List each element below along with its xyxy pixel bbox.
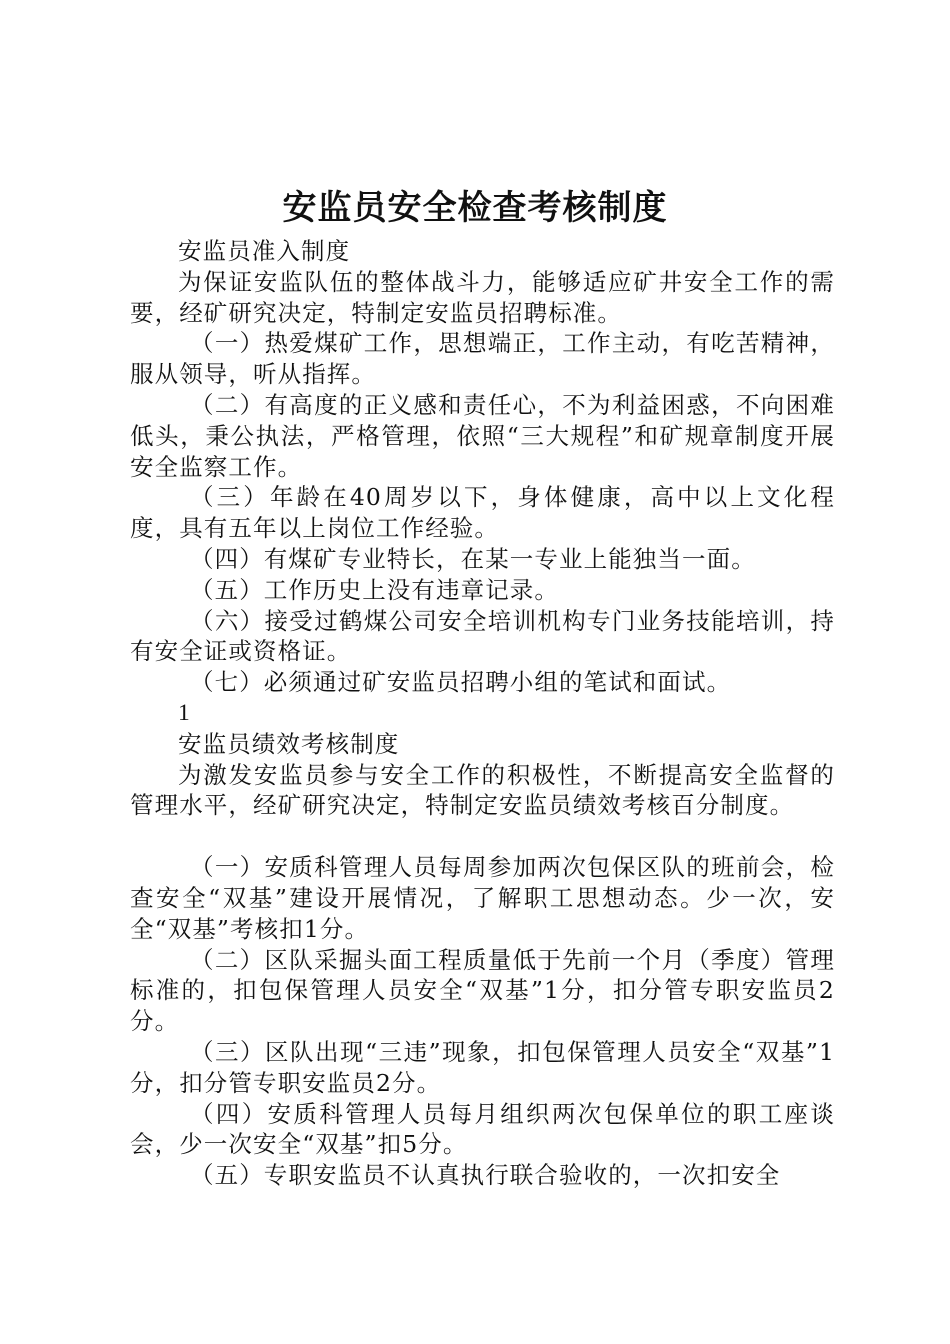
document-body — [130, 236, 835, 1191]
section-heading-performance: 安监员绩效考核制度 — [178, 729, 400, 758]
page-number: 1 — [178, 699, 191, 726]
section-intro-performance: 为激发安监员参与安全工作的积极性，不断提高安全监督的管理水平，经矿研究决定，特制定安监员绩效考核百分制度。 — [130, 760, 835, 820]
document-title: 安监员安全检查考核制度 — [282, 188, 668, 228]
performance-item-3: （三）区队出现“三违”现象，扣包保管理人员安全“双基”1分，扣分管专职安监员2分。 — [130, 1037, 835, 1097]
admission-item-6: （六）接受过鹤煤公司安全培训机构专门业务技能培训，持有安全证或资格证。 — [130, 606, 835, 666]
admission-item-3: （三）年龄在40周岁以下，身体健康，高中以上文化程度，具有五年以上岗位工作经验。 — [130, 483, 835, 543]
admission-item-1: （一）热爱煤矿工作，思想端正，工作主动，有吃苦精神，服从领导，听从指挥。 — [130, 329, 835, 389]
section-intro-admission: 为保证安监队伍的整体战斗力，能够适应矿井安全工作的需要，经矿研究决定，特制定安监员招聘标准。 — [130, 267, 835, 327]
performance-item-5: （五）专职安监员不认真执行联合验收的，一次扣安全 — [190, 1161, 781, 1190]
performance-item-1: （一）安质科管理人员每周参加两次包保区队的班前会，检查安全“双基”建设开展情况，了解职工思想动态。少一次，安全“双基”考核扣1分。 — [130, 853, 835, 943]
admission-item-4: （四）有煤矿专业特长，在某一专业上能独当一面。 — [190, 544, 756, 573]
admission-item-7: （七）必须通过矿安监员招聘小组的笔试和面试。 — [190, 668, 732, 697]
performance-item-4: （四）安质科管理人员每月组织两次包保单位的职工座谈会，少一次安全“双基”扣5分。 — [130, 1099, 835, 1159]
admission-item-5: （五）工作历史上没有违章记录。 — [190, 575, 559, 604]
performance-item-2: （二）区队采掘头面工程质量低于先前一个月（季度）管理标准的，扣包保管理人员安全“双基”1分，扣分管专职安监员2分。 — [130, 945, 835, 1036]
paragraph-gap — [130, 821, 835, 852]
section-heading-admission: 安监员准入制度 — [178, 237, 351, 265]
admission-item-2: （二）有高度的正义感和责任心，不为利益困惑，不向困难低头，秉公执法，严格管理，依照“三大规程”和矿规章制度开展安全监察工作。 — [130, 390, 835, 481]
